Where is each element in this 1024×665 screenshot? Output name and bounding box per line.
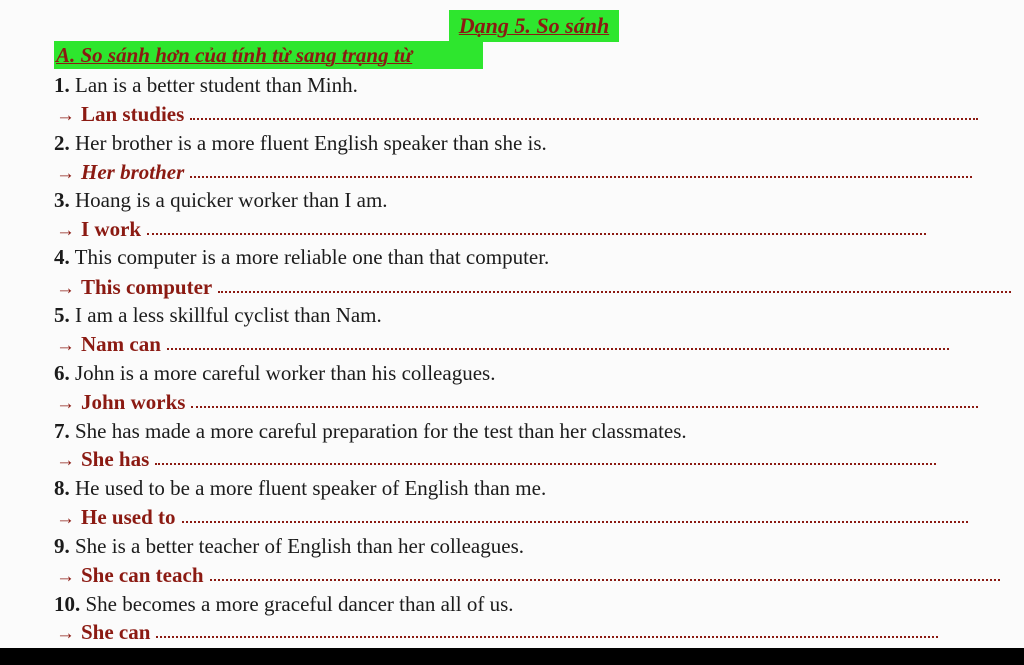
question-9: 9. She is a better teacher of English than her colleagues. <box>54 534 524 558</box>
title-highlight <box>449 10 619 42</box>
section-highlight <box>54 41 483 69</box>
answer-prompt: She can teach <box>81 563 204 587</box>
answer-line-4[interactable] <box>56 274 1011 300</box>
answer-prompt: Nam can <box>81 332 161 356</box>
arrow-icon: → <box>56 566 75 587</box>
arrow-icon: → <box>56 393 75 414</box>
answer-line-10[interactable] <box>56 619 938 645</box>
answer-blank[interactable] <box>182 521 969 523</box>
answer-blank[interactable] <box>191 406 978 408</box>
question-8: 8. He used to be a more fluent speaker of English than me. <box>54 476 547 500</box>
answer-blank[interactable] <box>147 233 926 235</box>
arrow-icon: → <box>56 335 75 356</box>
answer-line-3[interactable] <box>56 216 926 242</box>
answer-line-1[interactable] <box>56 101 978 127</box>
arrow-icon: → <box>56 450 75 471</box>
answer-prompt: I work <box>81 217 142 241</box>
arrow-icon: → <box>56 105 75 126</box>
arrow-icon: → <box>56 163 75 184</box>
answer-blank[interactable] <box>167 348 949 350</box>
answer-prompt: This computer <box>81 275 213 299</box>
arrow-icon: → <box>56 623 75 644</box>
answer-prompt: She has <box>81 447 150 471</box>
question-6: 6. John is a more careful worker than his colleagues. <box>54 361 496 385</box>
answer-prompt: Her brother <box>81 160 185 184</box>
question-4: 4. This computer is a more reliable one than that computer. <box>54 245 550 269</box>
answer-prompt: John works <box>81 390 186 414</box>
answer-line-5[interactable] <box>56 331 949 357</box>
answer-prompt: She can <box>81 620 151 644</box>
question-7: 7. She has made a more careful preparation for the test than her classmates. <box>54 419 687 443</box>
answer-prompt: Lan studies <box>81 102 185 126</box>
answer-line-2[interactable] <box>56 159 972 185</box>
question-10: 10. She becomes a more graceful dancer than all of us. <box>54 592 514 616</box>
answer-line-8[interactable] <box>56 504 968 530</box>
answer-blank[interactable] <box>156 636 938 638</box>
arrow-icon: → <box>56 220 75 241</box>
question-3: 3. Hoang is a quicker worker than I am. <box>54 188 388 212</box>
question-5: 5. I am a less skillful cyclist than Nam. <box>54 303 382 327</box>
worksheet-title: Dạng 5. So sánh <box>458 13 610 38</box>
answer-blank[interactable] <box>190 118 978 120</box>
answer-line-9[interactable] <box>56 562 1000 588</box>
section-heading: A. So sánh hơn của tính từ sang trạng từ <box>56 42 413 67</box>
question-1: 1. Lan is a better student than Minh. <box>54 73 358 97</box>
answer-line-6[interactable] <box>56 389 978 415</box>
answer-line-7[interactable] <box>56 446 936 472</box>
answer-blank[interactable] <box>218 291 1011 293</box>
answer-prompt: He used to <box>81 505 176 529</box>
arrow-icon: → <box>56 508 75 529</box>
answer-blank[interactable] <box>155 463 936 465</box>
answer-blank[interactable] <box>190 176 972 178</box>
question-2: 2. Her brother is a more fluent English speaker than she is. <box>54 131 547 155</box>
bottom-black-bar <box>0 648 1024 665</box>
arrow-icon: → <box>56 278 75 299</box>
answer-blank[interactable] <box>210 579 1001 581</box>
